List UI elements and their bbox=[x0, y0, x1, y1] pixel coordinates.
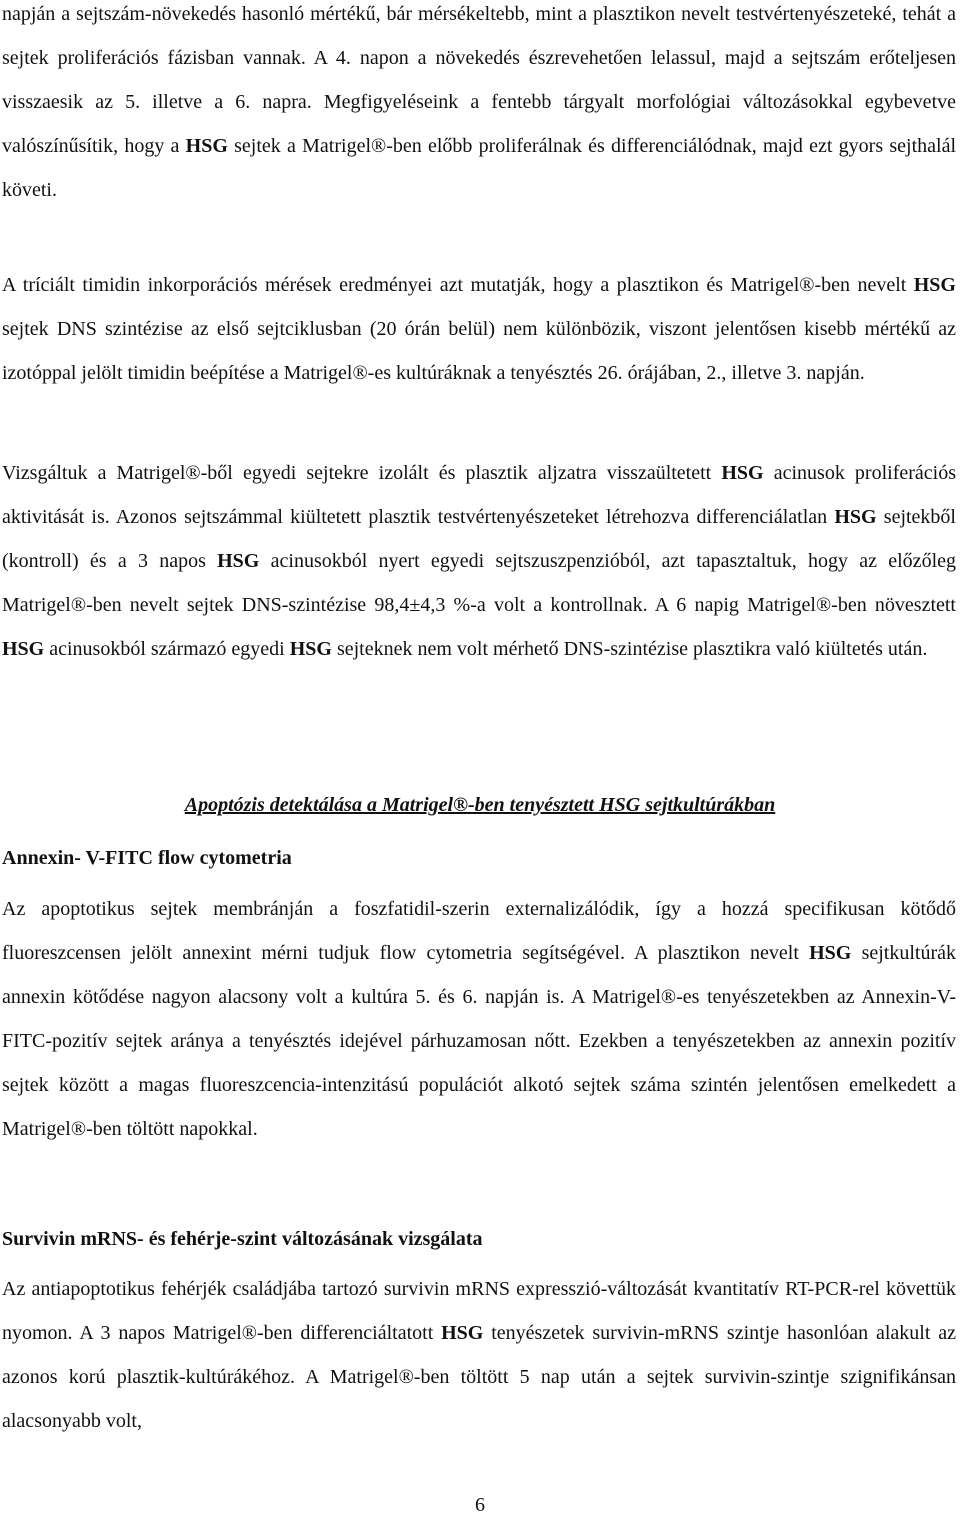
bold-term: HSG bbox=[834, 506, 877, 528]
text-run: Vizsgáltuk a Matrigel®-ből egyedi sejtekre izolált és plasztik aljzatra visszaültetett bbox=[2, 462, 722, 484]
page-number: 6 bbox=[475, 1494, 485, 1516]
text-run: acinusokból származó egyedi bbox=[44, 638, 290, 660]
text-run: sejtkultúrák annexin kötődése nagyon alacsony volt a kultúra 5. és 6. napján is. A Matrigel®-es tenyészetekben az Annexin-V-FITC-pozitív sejtek aránya a tenyésztés idejével párhuzamosan nőtt. Ezekben a tenyészetekben az annexin pozitív sejtek között a magas fluoreszcencia-intenzitású populációt alkotó sejtek száma szintén jelentősen emelkedett a Matrigel®-ben töltött napokkal. bbox=[2, 942, 956, 1140]
paragraph-annexin-results bbox=[2, 887, 956, 1151]
paragraph-cell-growth bbox=[2, 0, 956, 212]
paragraph-thymidine-incorporation bbox=[2, 263, 956, 395]
section-title: Apoptózis detektálása a Matrigel®-ben tenyésztett HSG sejtkultúrákban bbox=[184, 794, 776, 816]
text-run: tenyészetek survivin-mRNS szintje hasonlóan alakult az azonos korú plasztik-kultúrákéhoz. A Matrigel®-ben töltött 5 nap után a sejtek survivin-szintje szignifikánsan alacsonyabb volt, bbox=[2, 1322, 956, 1432]
text-run: Az antiapoptotikus fehérjék családjába tartozó survivin mRNS expresszió-változását kvantitatív RT-PCR-rel követtük nyomon. A 3 napos Matrigel®-ben differenciáltatott bbox=[2, 1278, 956, 1344]
paragraph-single-cell-proliferation bbox=[2, 451, 956, 671]
bold-term: HSG bbox=[913, 274, 956, 296]
bold-term: HSG bbox=[441, 1322, 484, 1344]
text-run: Az apoptotikus sejtek membránján a foszfatidil-szerin externalizálódik, így a hozzá specifikusan kötődő fluoreszcensen jelölt annexint mérni tudjuk flow cytometria segítségével. A plasztikon nevelt bbox=[2, 898, 956, 964]
bold-term: HSG bbox=[185, 135, 228, 157]
text-run: sejtekből (kontroll) és a 3 napos bbox=[2, 506, 956, 572]
subheading-survivin: Survivin mRNS- és fehérje-szint változásának vizsgálata bbox=[2, 1228, 483, 1250]
text-run: acinusok proliferációs aktivitását is. Azonos sejtszámmal kiültetett plasztik testvértenyészeteket létrehozva differenciálatlan bbox=[2, 462, 956, 528]
text-run: sejtek DNS szintézise az első sejtciklusban (20 órán belül) nem különbözik, viszont jelentősen kisebb mértékű az izotóppal jelölt timidin beépítése a Matrigel®-es kultúráknak a tenyésztés 26. órájában, 2., illetve 3. napján. bbox=[2, 318, 956, 384]
bold-term: HSG bbox=[809, 942, 852, 964]
text-run: sejtek a Matrigel®-ben előbb proliferálnak és differenciálódnak, majd ezt gyors sejthalál követi. bbox=[2, 135, 956, 201]
bold-term: HSG bbox=[721, 462, 764, 484]
bold-term: HSG bbox=[217, 550, 260, 572]
text-run: napján a sejtszám-növekedés hasonló mértékű, bár mérsékeltebb, mint a plasztikon nevelt testvértenyészeteké, tehát a sejtek proliferációs fázisban vannak. A 4. napon a növekedés észrevehetően lelassul, majd a sejtszám erőteljesen visszaesik az 5. illetve a 6. napra. Megfigyeléseink a fentebb tárgyalt morfológiai változásokkal egybevetve valószínűsítik, hogy a bbox=[2, 3, 956, 157]
bold-term: HSG bbox=[2, 638, 45, 660]
text-run: acinusokból nyert egyedi sejtszuszpenzióból, azt tapasztaltuk, hogy az előzőleg Matrigel®-ben nevelt sejtek DNS-szintézise 98,4±4,3 %-a volt a kontrollnak. A 6 napig Matrigel®-ben növesztett bbox=[2, 550, 956, 616]
bold-term: HSG bbox=[289, 638, 332, 660]
text-run: A tríciált timidin inkorporációs mérések eredményei azt mutatják, hogy a plasztikon és Matrigel®-ben nevelt bbox=[2, 274, 914, 296]
paragraph-survivin-results bbox=[2, 1267, 956, 1443]
text-run: sejteknek nem volt mérhető DNS-szintézise plasztikra való kiültetés után. bbox=[331, 638, 928, 660]
subheading-annexin: Annexin- V-FITC flow cytometria bbox=[2, 847, 292, 869]
